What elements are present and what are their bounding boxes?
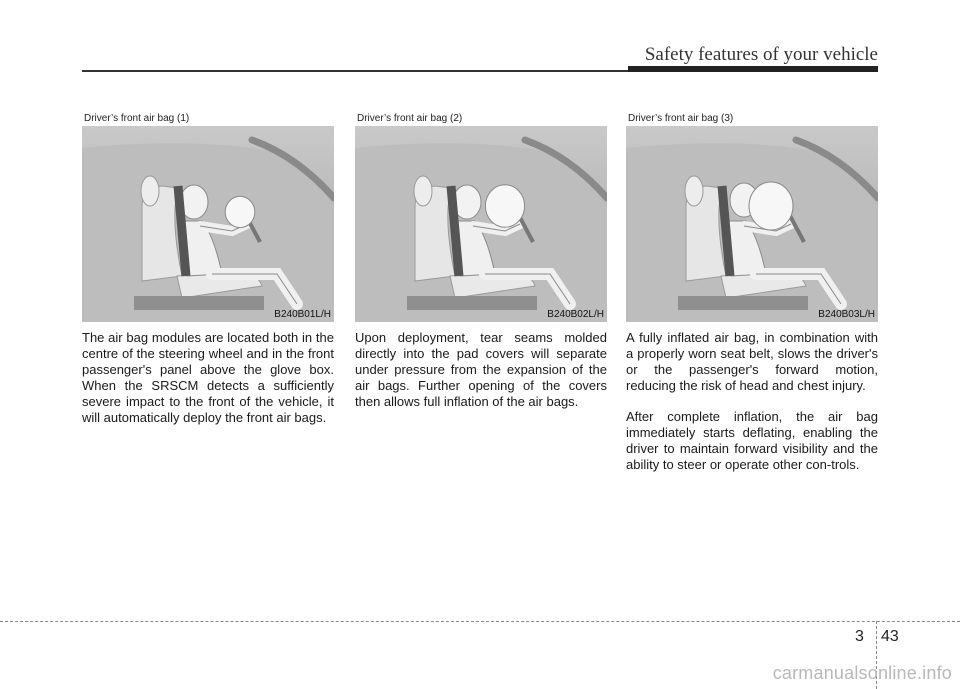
figure-code: B240B02L/H [547, 309, 604, 320]
figure-airbag-3 [626, 126, 878, 322]
footer-rule [0, 621, 960, 622]
column-2-text [355, 330, 607, 410]
column-1-text [82, 330, 334, 426]
figure-airbag-1 [82, 126, 334, 322]
figure-code: B240B03L/H [818, 309, 875, 320]
watermark: carmanualsonline.info [772, 663, 952, 683]
airbag-illustration-3 [626, 126, 878, 322]
figure-airbag-2 [355, 126, 607, 322]
column-3 [626, 112, 878, 473]
running-header-title: Safety features of your vehicle [644, 44, 878, 65]
column-3-text [626, 330, 878, 473]
page-number: 43 [881, 628, 899, 645]
figure-caption: Driver’s front air bag (2) [357, 113, 463, 124]
column-1 [82, 112, 334, 426]
airbag-illustration-2 [355, 126, 607, 322]
chapter-number: 3 [855, 628, 864, 645]
paragraph: A fully inflated air bag, in combination with a properly worn seat belt, slows the driver's or the passenger's forward motion, reducing the risk of head and chest injury. [626, 330, 878, 393]
paragraph: Upon deployment, tear seams molded directly into the pad covers will separate under pressure from the expansion of the air bags. Further opening of the covers then allows full inflation of the air bags. [355, 330, 607, 409]
header-rule-accent [628, 66, 878, 72]
figure-code: B240B01L/H [274, 309, 331, 320]
figure-caption: Driver’s front air bag (3) [628, 113, 734, 124]
paragraph: After complete inflation, the air bag immediately starts deflating, enabling the driver to maintain forward visibility and the ability to steer or operate other con-trols. [626, 409, 878, 472]
airbag-illustration-1 [82, 126, 334, 322]
paragraph: The air bag modules are located both in the centre of the steering wheel and in the front passenger's panel above the glove box. When the SRSCM detects a sufficiently severe impact to the front of the vehicle, it will automatically deploy the front air bags. [82, 330, 334, 425]
column-2 [355, 112, 607, 410]
figure-caption: Driver’s front air bag (1) [84, 113, 190, 124]
